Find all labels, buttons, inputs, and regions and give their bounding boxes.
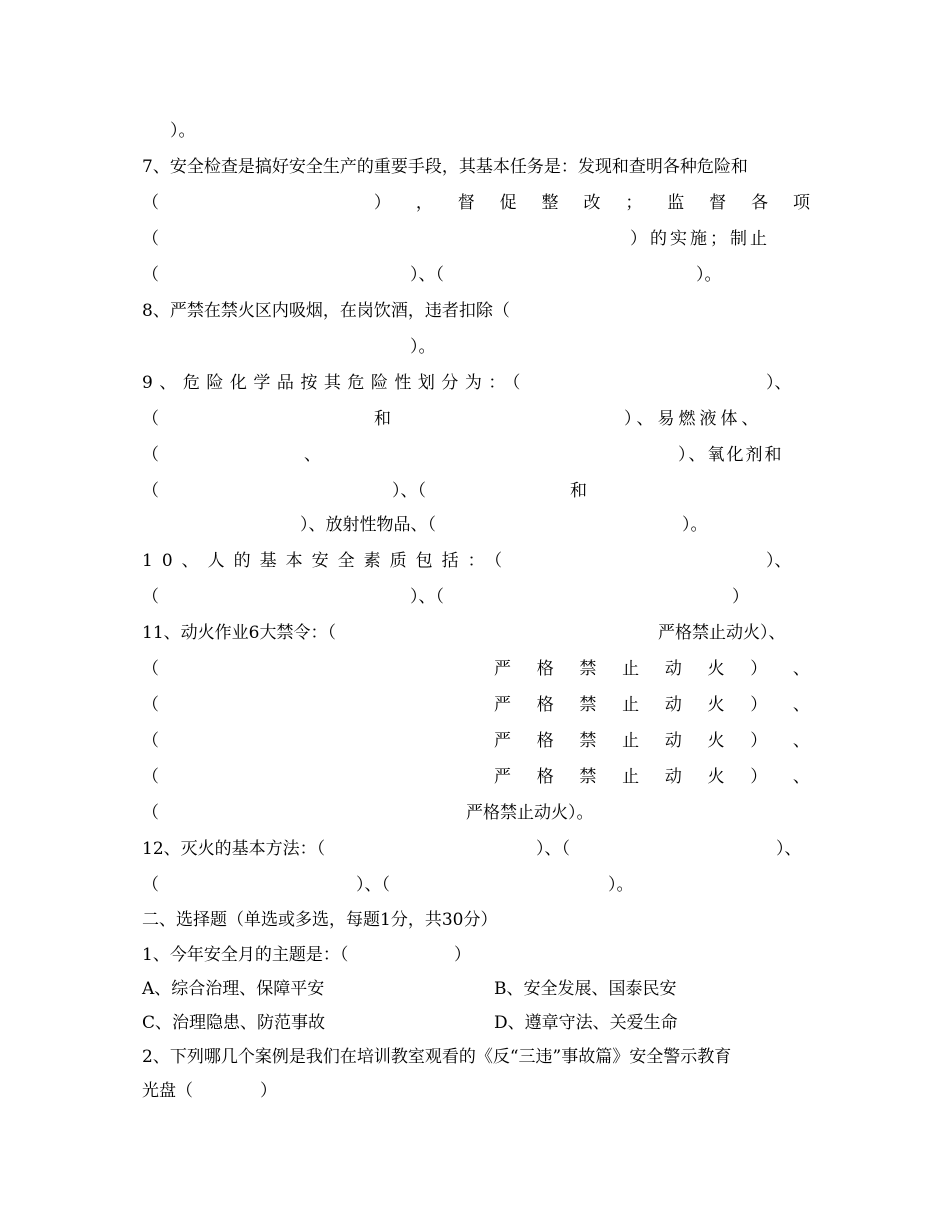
q11-char: 止 [622,767,640,787]
c1-text: 1、今年安全月的主题是：（ [142,945,349,965]
q7-blank-close: ）。 [696,265,722,285]
q11-char: 火 [707,767,725,787]
q11-char: ） [750,731,768,751]
q6-tail-line [142,118,810,144]
q11-char: 止 [622,731,640,751]
q12-blank-sep: ）、（ [356,875,390,895]
q8-line2 [142,334,810,360]
c2-line2 [142,1078,810,1104]
c2-line1 [142,1044,810,1070]
q9-line3 [142,442,810,468]
c1-option-d: D、遵章守法、关爱生命 [494,1013,678,1033]
c2-text: 光盘（ [142,1081,193,1101]
q11-last-line [142,800,810,826]
q11-char: 严 [494,731,511,751]
q9-line5 [142,512,810,538]
q9-text: ）、氧化剂和 [678,445,784,465]
q11-ban-line [142,764,810,790]
q11-blank-open: （ [142,767,159,787]
c1-option-c: C、治理隐患、防范事故 [142,1013,326,1033]
q10-text: 10、人的基本安全素质包括：（ [142,551,512,571]
q11-char: 动 [664,767,682,787]
q11-line1 [142,620,810,646]
q11-ban-text [494,764,810,790]
q10-line1 [142,548,810,574]
q11-text: 11、动火作业6大禁令：（ [142,623,336,643]
q7-line4 [142,262,810,288]
q9-blank-close: ）。 [682,515,708,535]
q9-sep: 、 [304,445,321,465]
q8-text: 8、严禁在禁火区内吸烟，在岗饮酒，违者扣除（ [142,301,510,321]
q9-blank-open: （ [142,409,159,429]
c1-option-b: B、安全发展、国泰民安 [494,979,677,999]
q11-char: 、 [792,695,810,715]
c1-question [142,942,810,968]
q9-text: ）、放射性物品、（ [300,515,436,535]
q7-comma: ， [415,193,433,213]
q9-blank-open: （ [142,481,159,501]
q11-char: ） [750,767,768,787]
q12-blank-close: ）。 [608,875,634,895]
q11-char: 动 [664,695,682,715]
q7-char: 督 [457,193,475,213]
q10-blank-open: （ [142,587,159,607]
q7-char: 监 [667,193,685,213]
q7-char: 整 [541,193,559,213]
q11-char: 、 [792,731,810,751]
q9-line2 [142,406,810,432]
q11-char: 格 [536,767,554,787]
q7-char: 促 [499,193,517,213]
q7-char: 项 [792,193,810,213]
q11-ban-text: 严格禁止动火）、 [658,623,786,643]
q11-ban-text: 严格禁止动火）。 [466,803,594,823]
q11-char: 火 [707,659,725,679]
q11-ban-line [142,656,810,682]
q7-char: 各 [751,193,769,213]
q11-blank-open: （ [142,659,159,679]
q11-ban-text [494,692,810,718]
q11-char: 禁 [579,731,597,751]
q8-blank-close: ）。 [410,337,436,357]
q11-char: 格 [536,659,554,679]
q9-blank-open: （ [142,445,159,465]
q6-tail: ）。 [170,121,196,141]
q11-char: 、 [792,659,810,679]
q11-ban-line [142,728,810,754]
c1-blank-close: ） [454,945,471,965]
section2-title: 二、选择题（单选或多选，每题1分，共30分） [142,910,498,930]
q9-text: ）、易燃液体、 [624,409,763,429]
q11-blank-open: （ [142,803,159,823]
q7-text: 7、安全检查是搞好安全生产的重要手段，其基本任务是：发现和查明各种危险和 [142,157,748,177]
q9-text: 9、危险化学品按其危险性划分为：（ [142,373,527,393]
q11-char: ） [750,659,768,679]
q7-line3 [142,226,810,252]
q11-blank-open: （ [142,695,159,715]
q7-line2 [142,190,810,216]
q7-char: 改 [583,193,601,213]
q10-blank-close: ） [732,587,749,607]
q11-char: 动 [664,659,682,679]
q11-char: 止 [622,695,640,715]
q8-line1 [142,298,810,324]
q11-char: 火 [707,731,725,751]
q11-char: 格 [536,731,554,751]
q12-line2 [142,872,810,898]
q9-and: 和 [570,481,587,501]
q11-char: 严 [494,695,511,715]
q11-char: 火 [707,695,725,715]
q11-char: 禁 [579,767,597,787]
q11-char: 严 [494,767,511,787]
c1-options-row [142,976,810,1002]
q12-blank-open: （ [142,875,159,895]
q12-blank-close: ）、 [776,839,802,859]
q7-semicolon: ； [625,193,643,213]
q11-ban-line [142,692,810,718]
q11-ban-text [494,656,810,682]
q12-text: 12、灭火的基本方法：（ [142,839,326,859]
q7-text: ）的实施；制止 [630,229,770,249]
section-title [142,907,810,933]
q9-line4 [142,478,810,504]
q9-line1 [142,370,810,396]
q11-char: 止 [622,659,640,679]
q11-blank-open: （ [142,731,159,751]
q11-char: 禁 [579,659,597,679]
c1-option-a: A、综合治理、保障平安 [142,979,325,999]
q11-char: ） [750,695,768,715]
q10-blank-sep: ）、（ [410,587,444,607]
q7-blank-close: ） [373,193,391,213]
q12-blank-sep: ）、（ [536,839,570,859]
q9-blank-close: ）、 [766,373,792,393]
c2-blank-close: ） [260,1081,277,1101]
q10-line2 [142,584,810,610]
c1-options-row [142,1010,810,1036]
q11-char: 格 [536,695,554,715]
q7-blank-open: （ [142,229,159,249]
q11-char: 严 [494,659,511,679]
q11-char: 动 [664,731,682,751]
q9-and: 和 [374,409,391,429]
q7-blank-open: （ [142,193,159,213]
q7-blank-sep: ）、（ [410,265,444,285]
q11-char: 、 [792,767,810,787]
q11-char: 禁 [579,695,597,715]
q11-ban-text [494,728,810,754]
q7-char: 督 [709,193,727,213]
q9-blank-sep: ）、（ [392,481,426,501]
q10-blank-close: ）、 [766,551,792,571]
q7-blank-open: （ [142,265,159,285]
q7-line1 [142,154,810,180]
q12-line1 [142,836,810,862]
c2-text: 2、下列哪几个案例是我们在培训教室观看的《反“三违”事故篇》安全警示教育 [142,1047,732,1067]
